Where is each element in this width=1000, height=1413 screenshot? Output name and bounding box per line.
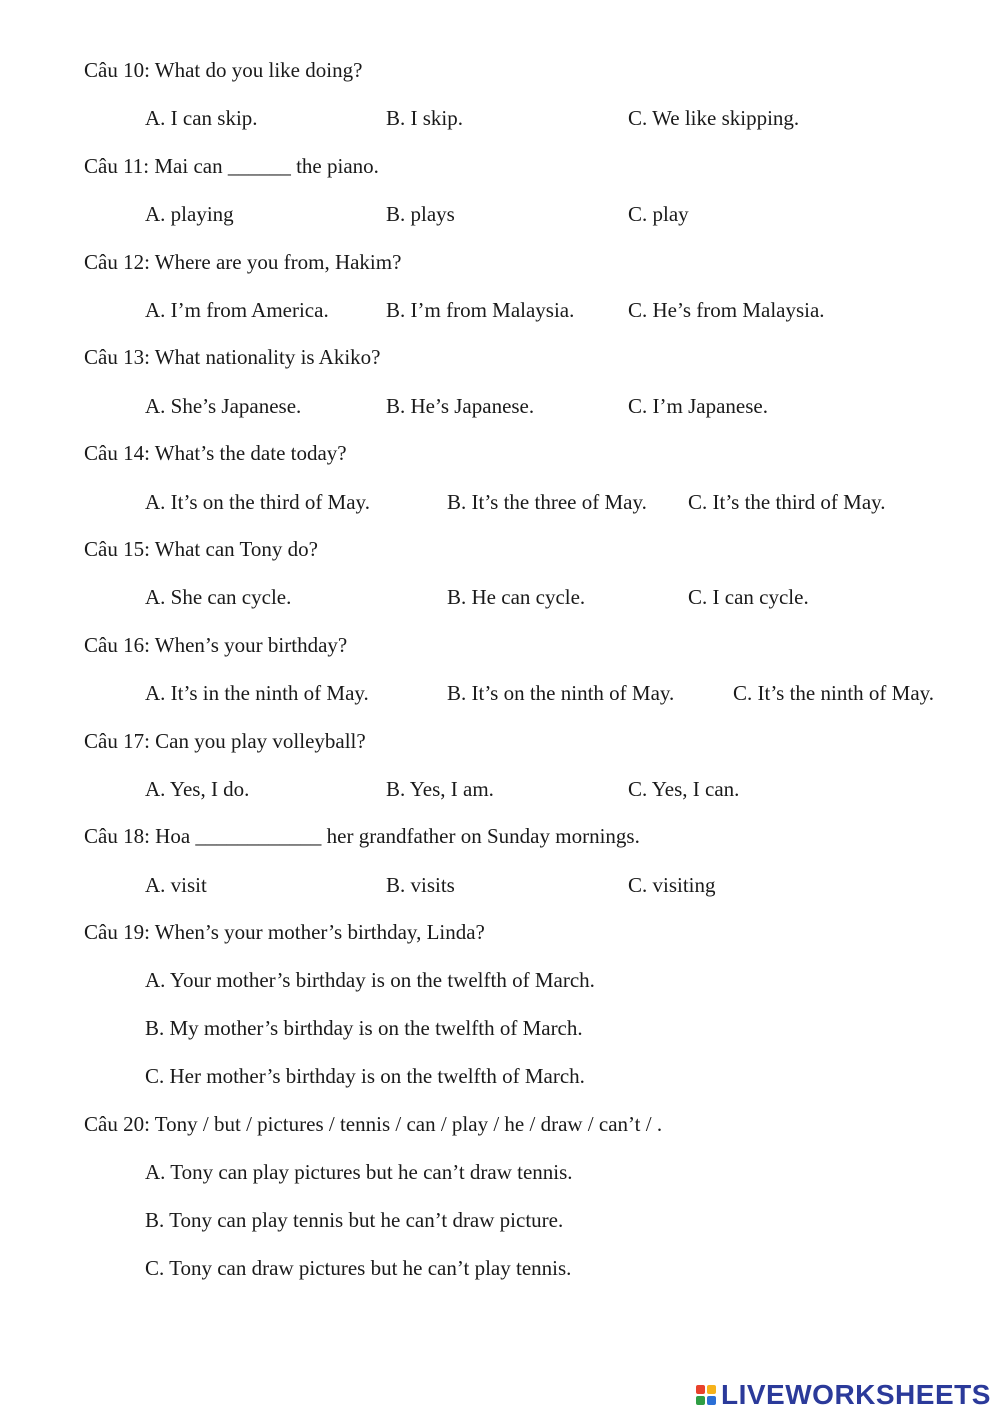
logo-square-2	[707, 1385, 716, 1394]
option-15-b[interactable]: B. He can cycle.	[447, 585, 586, 609]
logo-text: LIVEWORKSHEETS	[721, 1379, 991, 1410]
option-17-c[interactable]: C. Yes, I can.	[628, 777, 740, 801]
option-20-c[interactable]: C. Tony can draw pictures but he can’t play tennis.	[145, 1256, 572, 1280]
option-13-b[interactable]: B. He’s Japanese.	[386, 394, 535, 418]
option-11-a[interactable]: A. playing	[145, 202, 234, 226]
option-20-b[interactable]: B. Tony can play tennis but he can’t draw picture.	[145, 1208, 564, 1232]
option-12-c[interactable]: C. He’s from Malaysia.	[628, 298, 825, 322]
option-12-a[interactable]: A. I’m from America.	[145, 298, 329, 322]
option-10-a[interactable]: A. I can skip.	[145, 106, 258, 130]
option-11-b[interactable]: B. plays	[386, 202, 455, 226]
option-19-c[interactable]: C. Her mother’s birthday is on the twelfth of March.	[145, 1064, 585, 1088]
question-19: Câu 19: When’s your mother’s birthday, Linda?	[84, 920, 485, 944]
option-15-a[interactable]: A. She can cycle.	[145, 585, 292, 609]
option-18-c[interactable]: C. visiting	[628, 873, 716, 897]
option-15-c[interactable]: C. I can cycle.	[688, 585, 809, 609]
option-20-a[interactable]: A. Tony can play pictures but he can’t draw tennis.	[145, 1160, 573, 1184]
question-17: Câu 17: Can you play volleyball?	[84, 729, 366, 753]
question-10: Câu 10: What do you like doing?	[84, 58, 363, 82]
option-16-c[interactable]: C. It’s the ninth of May.	[733, 681, 935, 705]
question-15: Câu 15: What can Tony do?	[84, 537, 318, 561]
question-18: Câu 18: Hoa ____________ her grandfather on Sunday mornings.	[84, 824, 640, 848]
option-19-a[interactable]: A. Your mother’s birthday is on the twelfth of March.	[145, 968, 595, 992]
liveworksheets-logo	[696, 1378, 991, 1412]
option-13-a[interactable]: A. She’s Japanese.	[145, 394, 302, 418]
option-19-b[interactable]: B. My mother’s birthday is on the twelfth of March.	[145, 1016, 583, 1040]
option-14-a[interactable]: A. It’s on the third of May.	[145, 490, 370, 514]
option-14-c[interactable]: C. It’s the third of May.	[688, 490, 886, 514]
option-10-c[interactable]: C. We like skipping.	[628, 106, 800, 130]
logo-square-1	[696, 1385, 705, 1394]
question-12: Câu 12: Where are you from, Hakim?	[84, 250, 402, 274]
option-17-a[interactable]: A. Yes, I do.	[145, 777, 250, 801]
option-18-b[interactable]: B. visits	[386, 873, 455, 897]
liveworksheets-logo-icon	[696, 1385, 716, 1405]
question-14: Câu 14: What’s the date today?	[84, 441, 347, 465]
logo-square-3	[696, 1396, 705, 1405]
option-14-b[interactable]: B. It’s the three of May.	[447, 490, 647, 514]
option-17-b[interactable]: B. Yes, I am.	[386, 777, 494, 801]
option-16-b[interactable]: B. It’s on the ninth of May.	[447, 681, 675, 705]
question-16: Câu 16: When’s your birthday?	[84, 633, 348, 657]
option-11-c[interactable]: C. play	[628, 202, 689, 226]
option-16-a[interactable]: A. It’s in the ninth of May.	[145, 681, 369, 705]
question-13: Câu 13: What nationality is Akiko?	[84, 345, 381, 369]
question-20: Câu 20: Tony / but / pictures / tennis / can / play / he / draw / can’t / .	[84, 1112, 663, 1136]
option-10-b[interactable]: B. I skip.	[386, 106, 464, 130]
option-13-c[interactable]: C. I’m Japanese.	[628, 394, 768, 418]
option-12-b[interactable]: B. I’m from Malaysia.	[386, 298, 575, 322]
question-11: Câu 11: Mai can ______ the piano.	[84, 154, 379, 178]
option-18-a[interactable]: A. visit	[145, 873, 207, 897]
logo-square-4	[707, 1396, 716, 1405]
